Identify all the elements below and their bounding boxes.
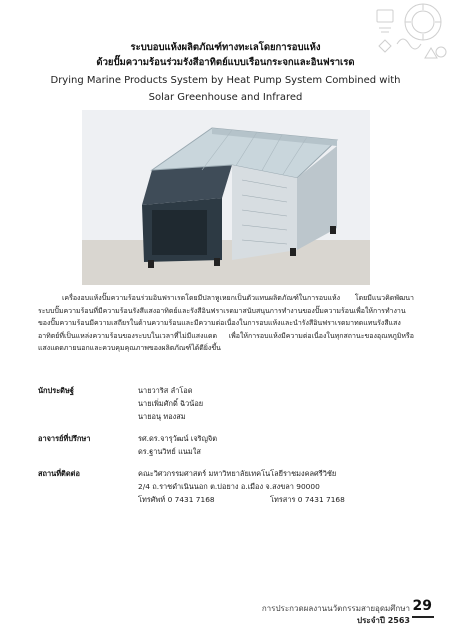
advisors-section: [38, 432, 418, 460]
title-block: [30, 40, 421, 106]
footer-year: ประจำปี 2563: [357, 616, 410, 625]
contact-label: สถานที่ติดต่อ: [38, 469, 80, 478]
product-photo: [82, 110, 370, 285]
page-number: 29: [412, 598, 432, 614]
contact-address: 2/4 ถ.ราชดำเนินนอก ต.บ่อยาง อ.เมือง จ.สงขลา 90000: [138, 482, 320, 491]
footer-event-name: การประกวดผลงานนวัตกรรมสายอุดมศึกษา: [261, 604, 410, 613]
advisor-name: ดร.ฐานวิทย์ แนมใส: [138, 447, 201, 456]
contact-section: [38, 467, 418, 509]
contact-organization: คณะวิศวกรรมศาสตร์ มหาวิทยาลัยเทคโนโลยีราชมงคลศรีวิชัย: [138, 469, 337, 478]
inventors-label: นักประดิษฐ์: [38, 386, 74, 395]
title-english-line2: Solar Greenhouse and Infrared: [148, 92, 303, 103]
inventor-name: นายเพิ่มศักดิ์ ฉิวน้อย: [138, 399, 204, 408]
title-thai-line1: ระบบอบแห้งผลิตภัณฑ์ทางทะเลโดยการอบแห้ง: [130, 42, 321, 53]
inventor-name: นายอนุ ทองสม: [138, 412, 186, 421]
page-number-underline: [412, 616, 434, 618]
contact-phone: โทรศัพท์ 0 7431 7168: [138, 495, 215, 504]
title-thai-line2: ด้วยปั๊มความร้อนร่วมรังสีอาทิตย์แบบเรือนกระจกและอินฟราเรด: [96, 57, 355, 68]
advisor-name: รศ.ดร.จารุวัฒน์ เจริญจิต: [138, 434, 218, 443]
description-paragraph: เครื่องอบแห้งปั๊มความร้อนร่วมอินฟราเรดโดยมีปลาหูเหยกเป็นตัวแทนผลิตภัณฑ์ในการอบแห้ง โดยมีแนวคิดพัฒนาระบบปั๊มความร้อนที่มีความร้อนรังสีแสงอาทิตย์และรังสีอินฟราเรดมาสนับสนุนการทำงานของปั๊มความร้อนเพื่อให้การทำงานของปั๊มความร้อนมีความเสถียรในด้านความร้อนและมีความต่อเนื่องในการอบแห้งและนำรังสีอินฟราเรดมาทดแทนรังสีแสงอาทิตย์ที่เป็นแหล่งความร้อนของระบบในเวลาที่ไม่มีแสงแดด เพื่อให้การอบแห้งมีความต่อเนื่องในทุกสถานะของอุณหภูมิหรือแสงแดดภายนอกและควบคุมคุณภาพของผลิตภัณฑ์ได้ดียิ่งขึ้น: [38, 294, 414, 352]
inventor-name: นายวาริส ลำโอด: [138, 386, 193, 395]
advisors-label: อาจารย์ที่ปรึกษา: [38, 434, 91, 443]
contact-fax: โทรสาร 0 7431 7168: [270, 495, 345, 504]
title-english-line1: Drying Marine Products System by Heat Pump System Combined with: [50, 75, 401, 86]
inventors-section: [38, 384, 418, 426]
